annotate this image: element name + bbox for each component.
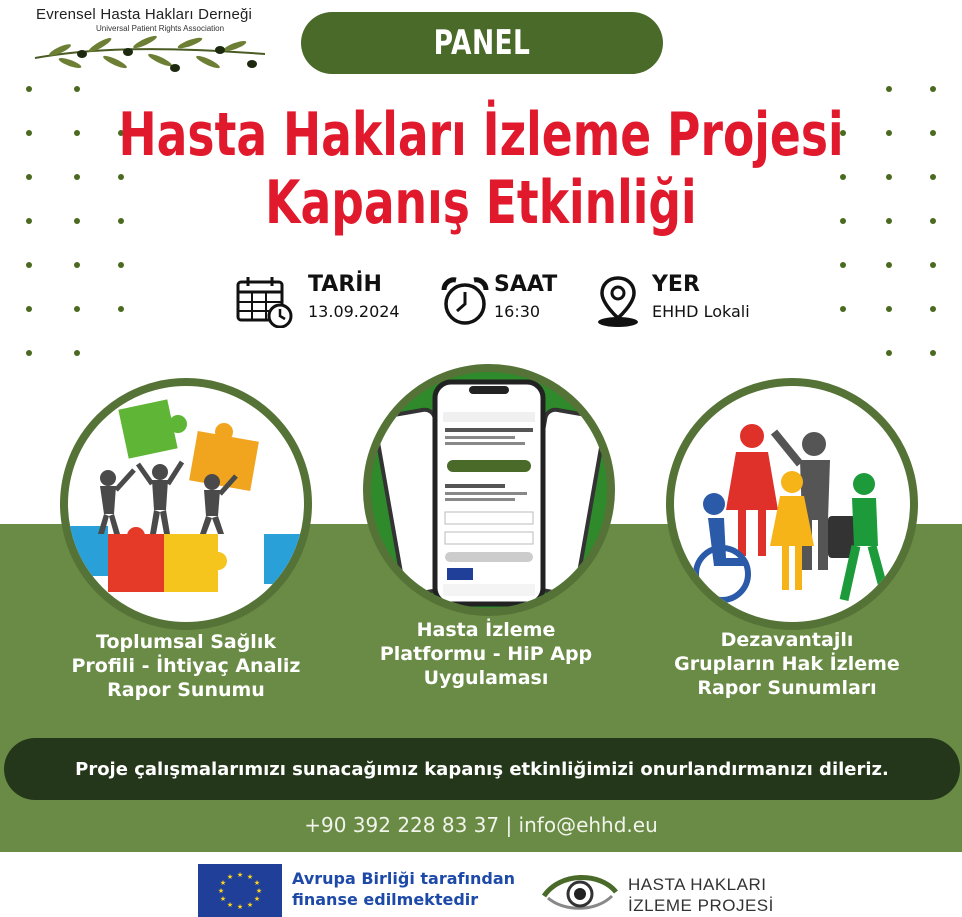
svg-text:★: ★	[253, 895, 261, 903]
time-value: 16:30	[494, 302, 541, 321]
project-logo-text: HASTA HAKLARI İZLEME PROJESİ	[628, 875, 774, 915]
org-name: Evrensel Hasta Hakları Derneği	[36, 6, 253, 23]
time-info	[440, 272, 580, 332]
calendar-icon	[236, 276, 296, 328]
eu-flag-icon	[198, 864, 282, 917]
org-subtitle: Universal Patient Rights Association	[96, 24, 225, 33]
location-pin-icon	[596, 274, 640, 330]
contact-info: +90 392 228 83 37 | info@ehhd.eu	[304, 813, 658, 837]
disadvantaged-groups-image	[666, 378, 918, 630]
topic-caption-2: Hasta İzleme Platformu - HiP App Uygulaması	[379, 619, 593, 689]
puzzle-illustration	[68, 386, 304, 622]
invitation-text: Proje çalışmalarımızı sunacağımız kapanış etkinliğimizi onurlandırmanızı dileriz.	[75, 758, 889, 780]
olive-branch-icon	[30, 30, 270, 80]
place-info	[596, 272, 776, 332]
eye-logo-icon	[540, 866, 620, 916]
date-info	[236, 272, 426, 332]
event-type-badge	[301, 12, 663, 74]
event-title-line1: Hasta Hakları İzleme Projesi	[118, 100, 844, 170]
topic-caption-1: Toplumsal Sağlık Profili - İhtiyaç Analiz Rapor Sunumu	[71, 631, 301, 701]
hip-app-phones-image	[363, 364, 615, 616]
topic-caption-3: Dezavantajlı Grupların Hak İzleme Rapor Sunumları	[674, 629, 900, 699]
svg-text:★: ★	[236, 903, 244, 911]
svg-text:★: ★	[246, 873, 254, 881]
invitation-banner	[4, 738, 960, 800]
svg-text:★: ★	[219, 879, 227, 887]
date-label: TARİH	[308, 272, 382, 297]
svg-text:★: ★	[236, 871, 244, 879]
time-label: SAAT	[494, 272, 558, 297]
phone-mockup-illustration	[371, 372, 607, 608]
svg-text:★: ★	[246, 901, 254, 909]
date-value: 13.09.2024	[308, 302, 400, 321]
svg-text:★: ★	[226, 873, 234, 881]
svg-text:★: ★	[253, 879, 261, 887]
event-type-label: PANEL	[433, 23, 531, 63]
people-illustration	[674, 386, 910, 622]
svg-text:★: ★	[255, 887, 263, 895]
puzzle-teamwork-image	[60, 378, 312, 630]
svg-text:★: ★	[226, 901, 234, 909]
clock-icon	[440, 276, 490, 328]
place-label: YER	[652, 272, 700, 297]
eu-funding-note: Avrupa Birliği tarafından finanse edilmektedir	[292, 869, 515, 909]
svg-text:★: ★	[217, 887, 225, 895]
event-title-line2: Kapanış Etkinliği	[265, 168, 697, 238]
place-value: EHHD Lokali	[652, 302, 750, 321]
svg-text:★: ★	[219, 895, 227, 903]
